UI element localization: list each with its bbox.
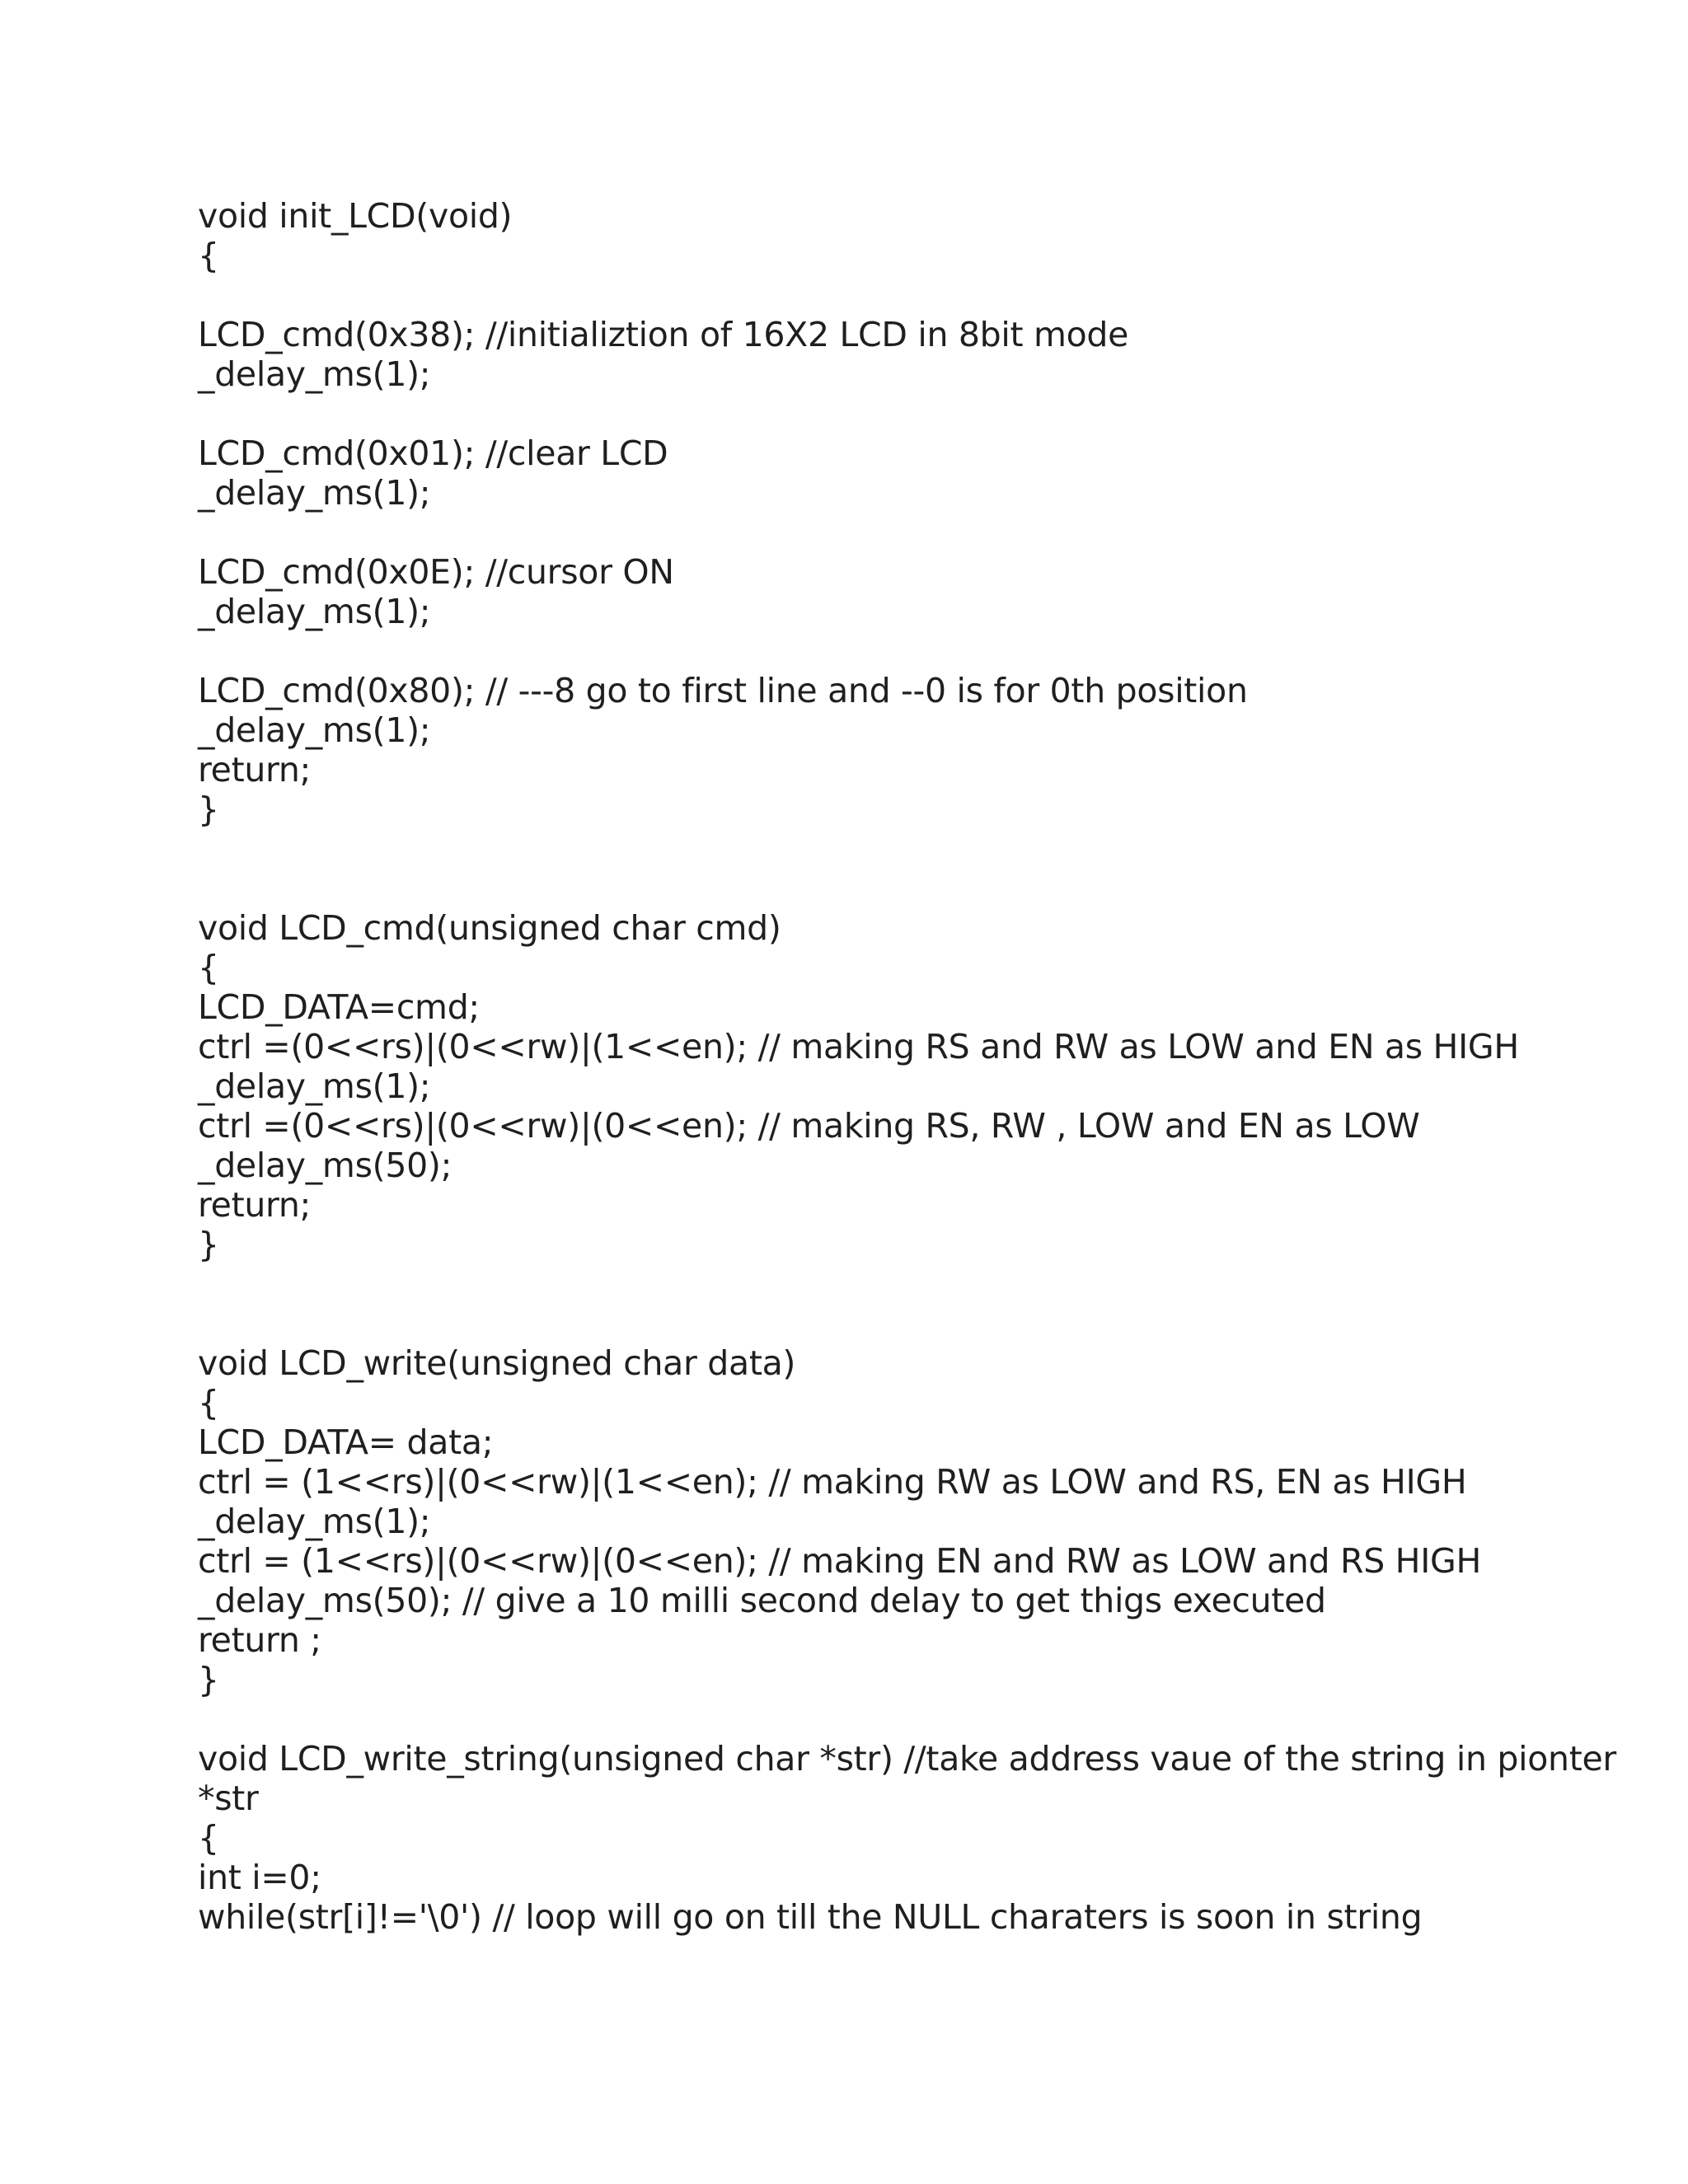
code-line: } bbox=[198, 1225, 219, 1264]
blank-line bbox=[198, 1304, 1533, 1343]
code-line: int i=0; bbox=[198, 1858, 321, 1897]
code-line: _delay_ms(1); bbox=[198, 473, 431, 513]
code-line: _delay_ms(1); bbox=[198, 710, 431, 750]
code-line: { bbox=[198, 1818, 219, 1858]
blank-line bbox=[198, 869, 1533, 908]
code-line: { bbox=[198, 948, 219, 987]
blank-line bbox=[198, 275, 1533, 315]
code-line: return; bbox=[198, 750, 312, 790]
code-line: void init_LCD(void) bbox=[198, 196, 513, 236]
code-line: _delay_ms(1); bbox=[198, 592, 431, 631]
blank-line bbox=[198, 1264, 1533, 1304]
code-line: _delay_ms(50); bbox=[198, 1146, 452, 1185]
code-line: ctrl =(0<<rs)|(0<<rw)|(1<<en); // making RS and RW as LOW and EN as HIGH bbox=[198, 1027, 1519, 1066]
code-line: ctrl =(0<<rs)|(0<<rw)|(0<<en); // making RS, RW , LOW and EN as LOW bbox=[198, 1106, 1420, 1146]
code-line: void LCD_write(unsigned char data) bbox=[198, 1343, 796, 1383]
code-listing bbox=[198, 196, 1616, 1937]
code-line: LCD_cmd(0x38); //initializtion of 16X2 LCD in 8bit mode bbox=[198, 315, 1129, 354]
code-line: LCD_cmd(0x0E); //cursor ON bbox=[198, 552, 674, 592]
blank-line bbox=[198, 829, 1533, 869]
code-line: _delay_ms(1); bbox=[198, 1066, 431, 1106]
code-line: ctrl = (1<<rs)|(0<<rw)|(0<<en); // making EN and RW as LOW and RS HIGH bbox=[198, 1541, 1481, 1581]
code-line: _delay_ms(1); bbox=[198, 354, 431, 394]
code-line: return; bbox=[198, 1185, 312, 1225]
code-line: _delay_ms(50); // give a 10 milli second delay to get thigs executed bbox=[198, 1581, 1326, 1620]
code-line: ctrl = (1<<rs)|(0<<rw)|(1<<en); // making RW as LOW and RS, EN as HIGH bbox=[198, 1462, 1467, 1502]
code-line: LCD_DATA=cmd; bbox=[198, 987, 480, 1027]
code-line: LCD_cmd(0x80); // ---8 go to first line and --0 is for 0th position bbox=[198, 671, 1248, 710]
blank-line bbox=[198, 1699, 1533, 1739]
code-line: LCD_cmd(0x01); //clear LCD bbox=[198, 434, 668, 473]
code-line: } bbox=[198, 790, 219, 829]
code-line: void LCD_write_string(unsigned char *str) //take address vaue of the string in pionter bbox=[198, 1739, 1616, 1779]
code-line: { bbox=[198, 1383, 219, 1422]
code-line: _delay_ms(1); bbox=[198, 1502, 431, 1541]
blank-line bbox=[198, 394, 1533, 434]
code-line: while(str[i]!='\0') // loop will go on till the NULL charaters is soon in string bbox=[198, 1897, 1423, 1937]
code-line: *str bbox=[198, 1779, 259, 1818]
code-line: } bbox=[198, 1660, 219, 1699]
blank-line bbox=[198, 513, 1533, 552]
code-line: void LCD_cmd(unsigned char cmd) bbox=[198, 908, 781, 948]
blank-line bbox=[198, 631, 1533, 671]
code-line: LCD_DATA= data; bbox=[198, 1422, 494, 1462]
code-line: { bbox=[198, 236, 219, 275]
code-line: return ; bbox=[198, 1620, 321, 1660]
